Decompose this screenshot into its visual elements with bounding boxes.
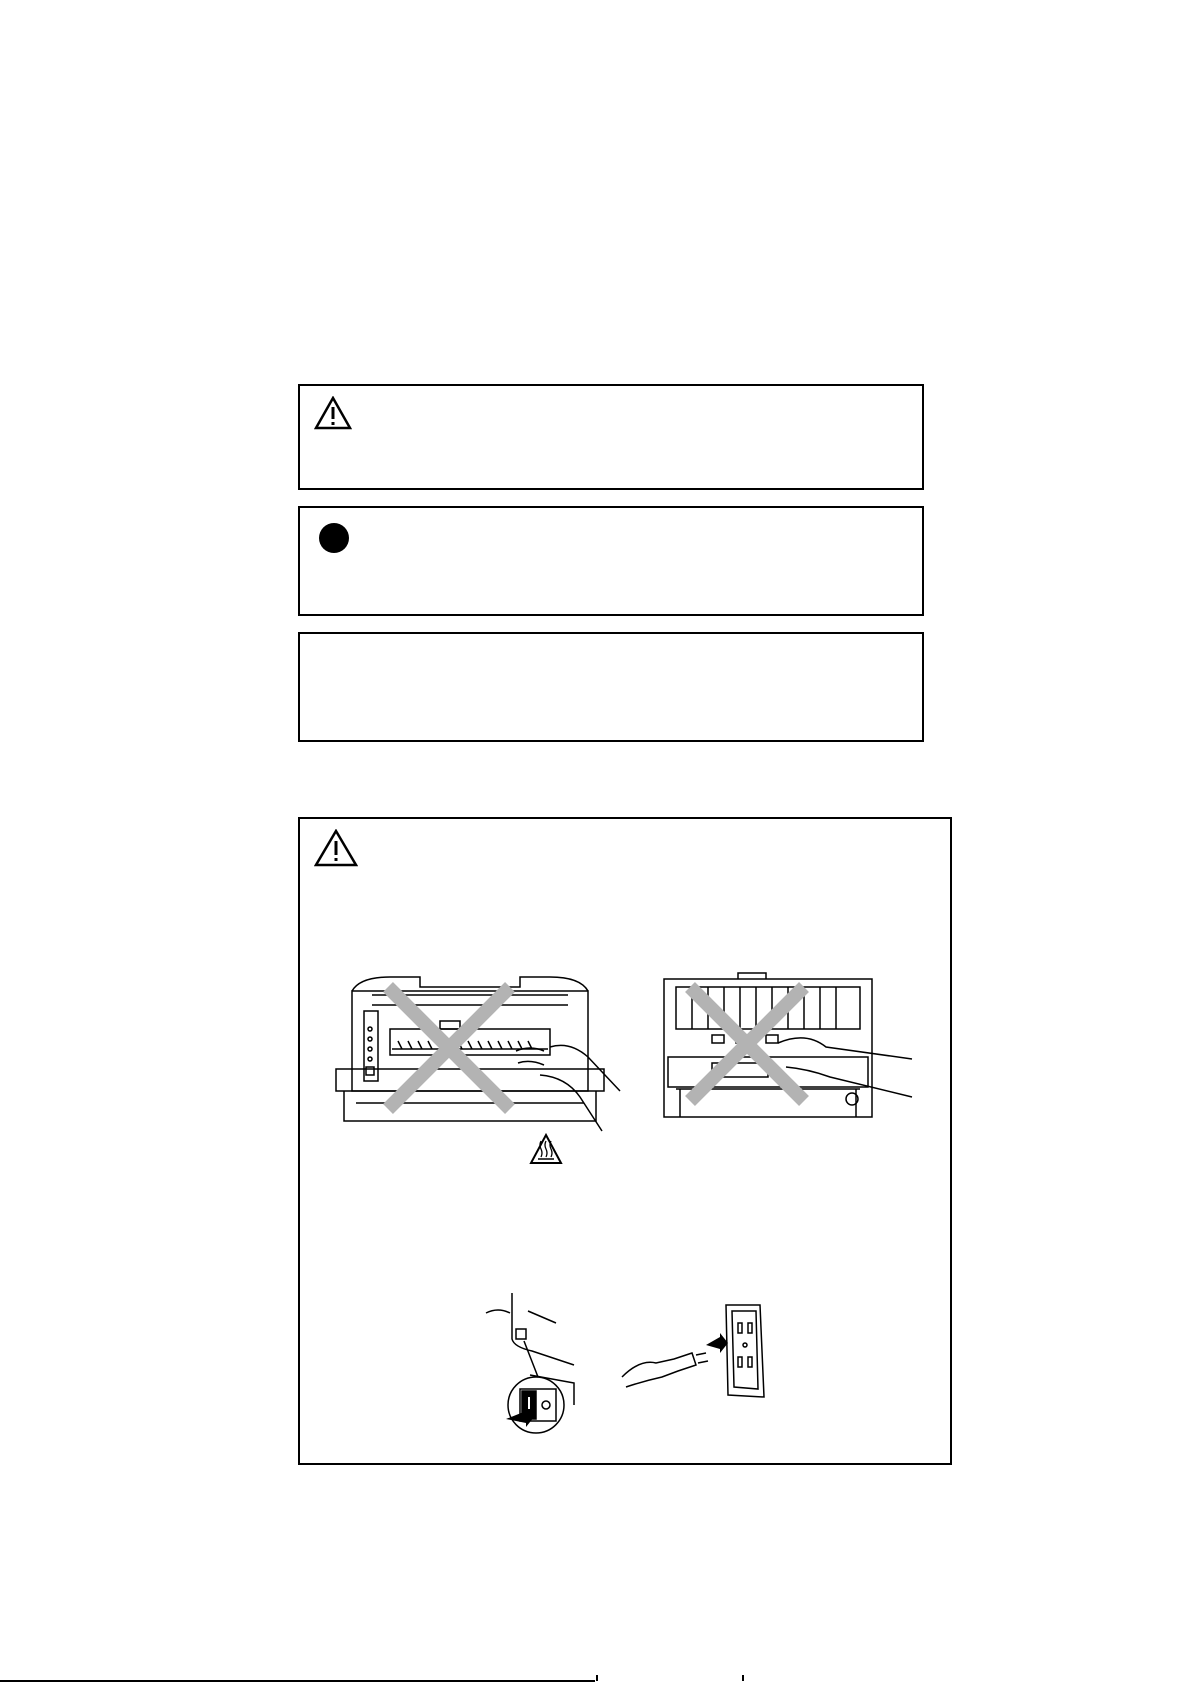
- footer-tick: [596, 1675, 598, 1681]
- warning-triangle-icon: [314, 396, 352, 430]
- caution-notice-box: [298, 506, 924, 616]
- printer-front-open-hot-fuser: [330, 971, 630, 1181]
- printer-rear-open-hot-area: [656, 971, 926, 1131]
- footer-tick: [742, 1675, 744, 1681]
- hot-surface-label-icon: [531, 1135, 561, 1163]
- power-switch-off: [484, 1285, 594, 1450]
- footer-rule: [0, 1680, 595, 1682]
- caution-dot-icon: [318, 522, 350, 554]
- warning-panel: [298, 817, 952, 1465]
- unplug-power-cord: [620, 1297, 770, 1407]
- note-notice-box: [298, 632, 924, 742]
- warning-notice-box: [298, 384, 924, 490]
- warning-triangle-icon: [314, 829, 358, 867]
